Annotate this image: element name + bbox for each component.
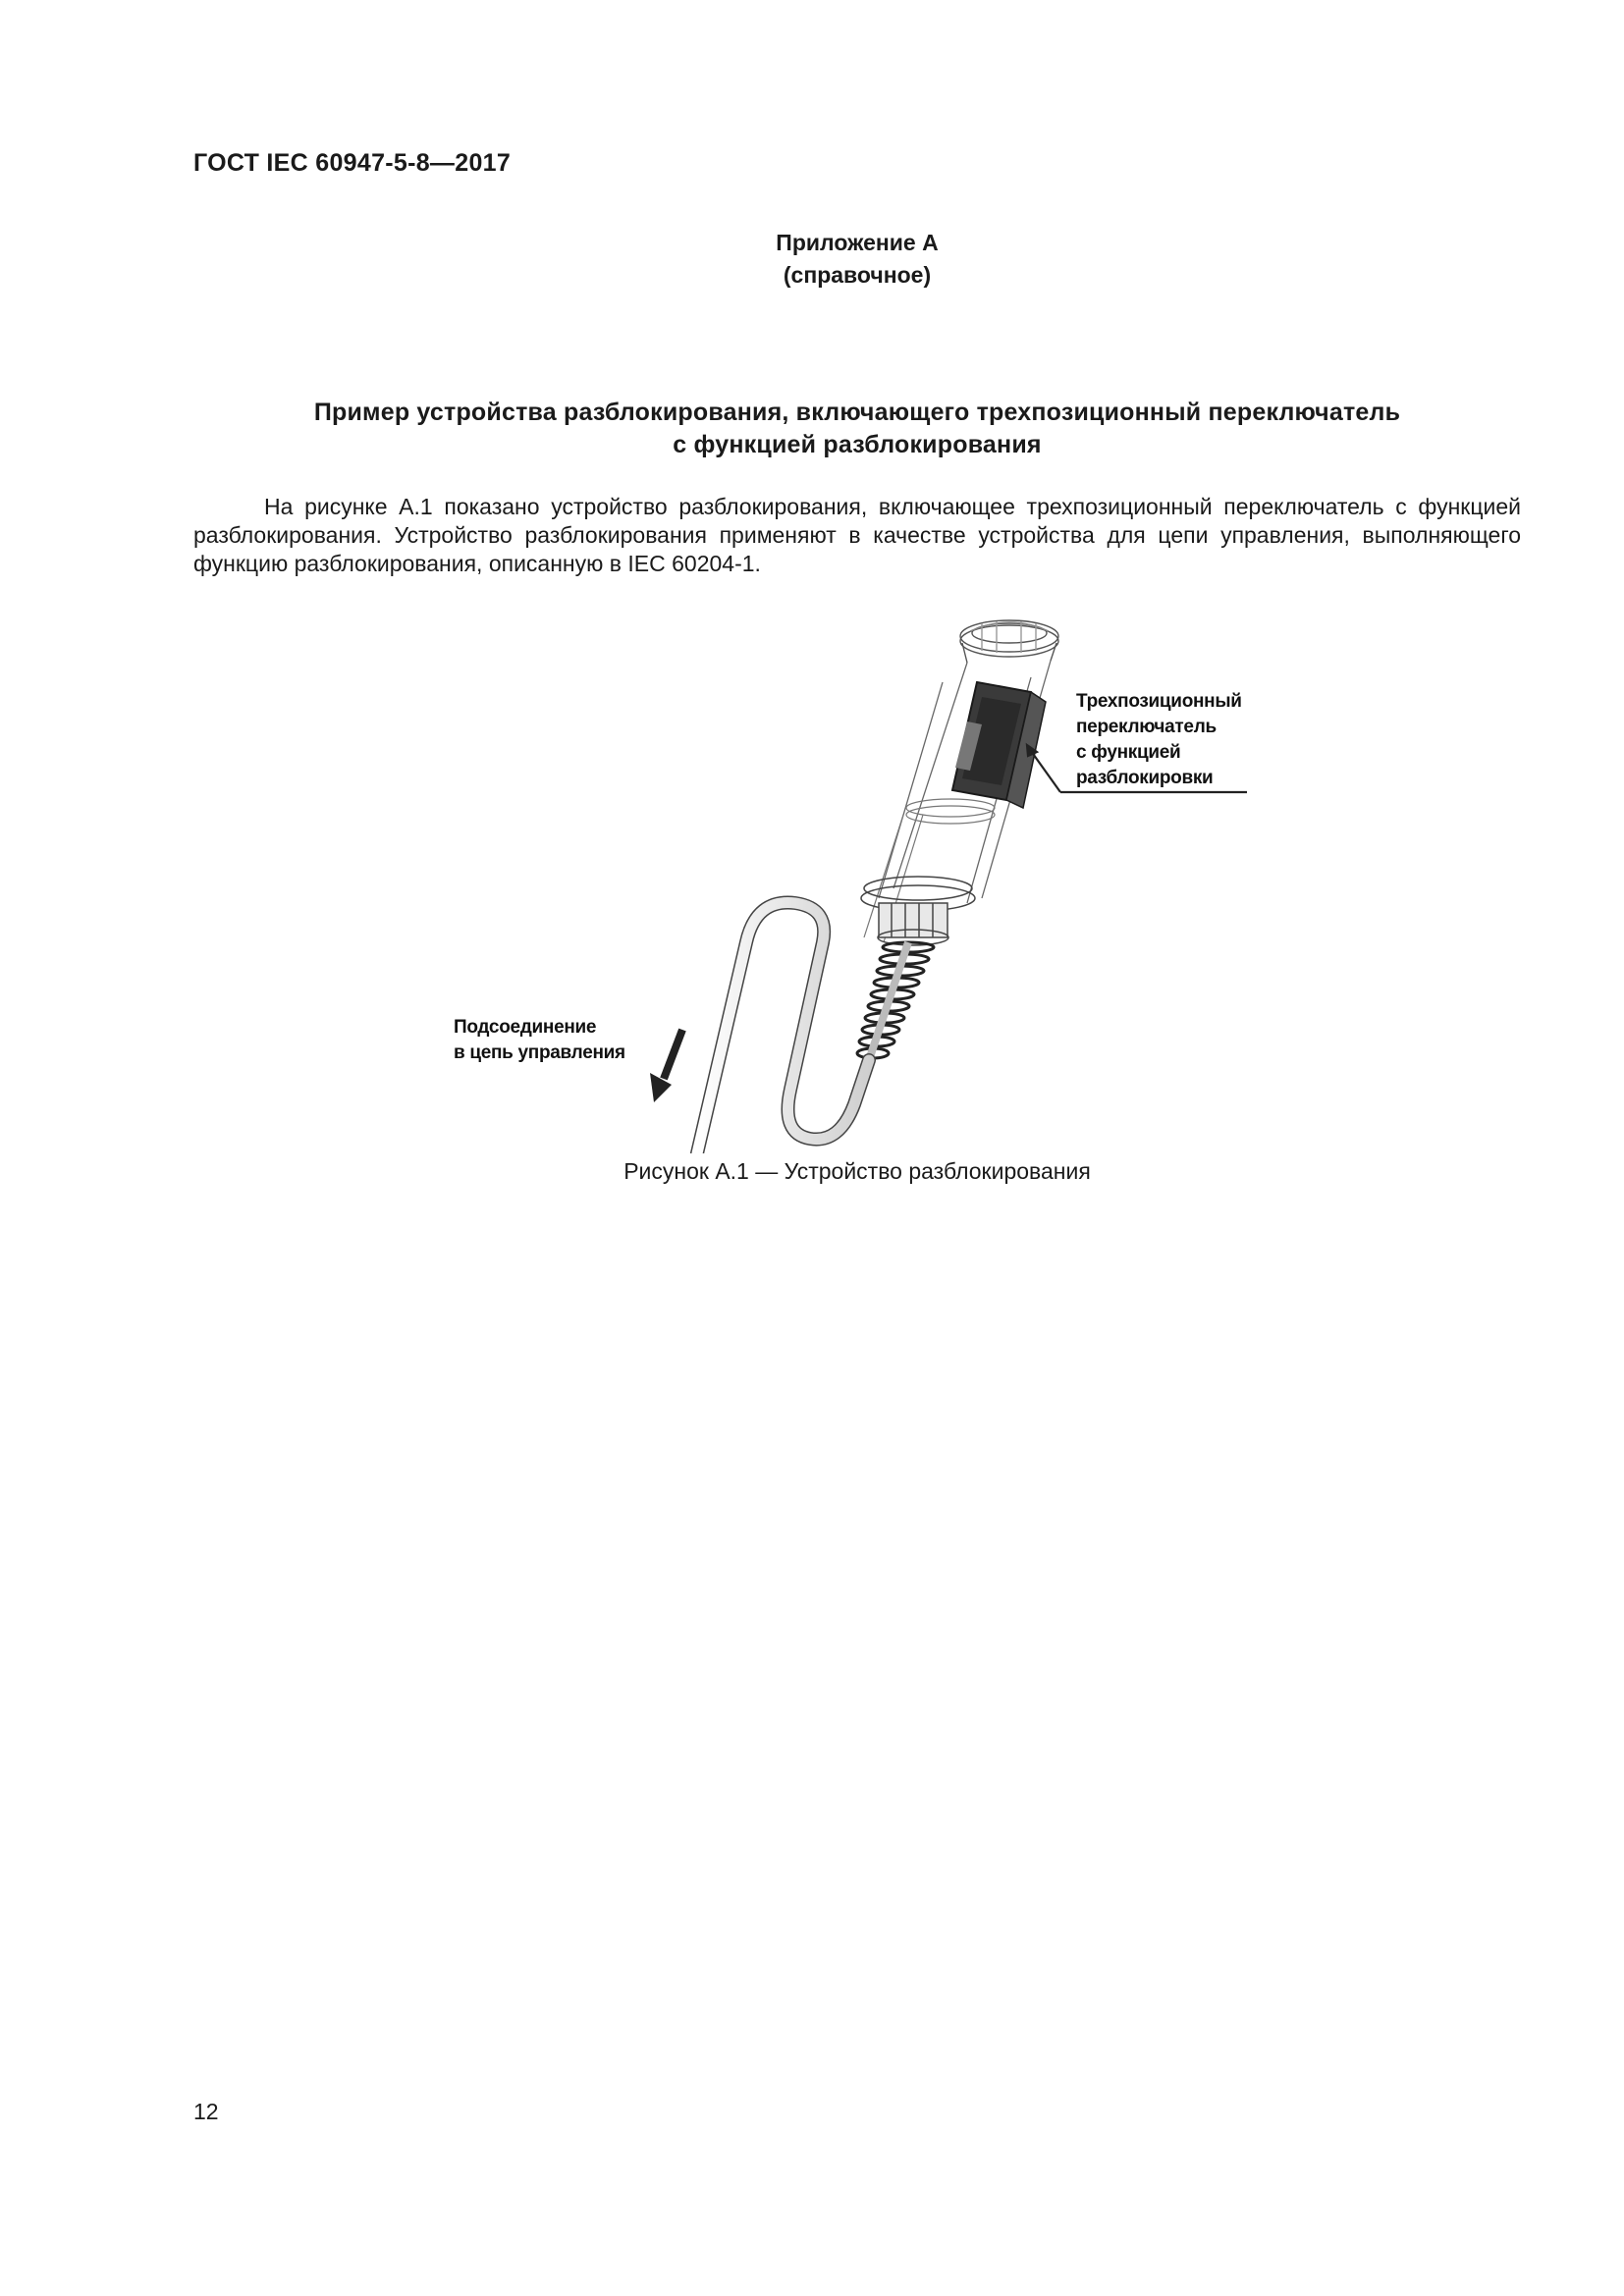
figure-illustration: [432, 604, 1286, 1153]
section-title: [193, 397, 1521, 461]
section-title-line-1: Пример устройства разблокирования, включающего трехпозиционный переключатель: [313, 399, 1401, 426]
connection-arrow: [650, 1030, 682, 1102]
annex-heading: [0, 227, 1624, 292]
figure-label-connection: [454, 1015, 625, 1066]
figure-caption: [0, 1158, 1624, 1185]
figure-caption-text: Рисунок А.1 — Устройство разблокирования: [623, 1158, 1091, 1184]
switch-block: [952, 682, 1046, 808]
label-switch-line-3: с функцией: [1076, 742, 1181, 763]
enabling-device-drawing-icon: [432, 604, 1286, 1153]
standard-header: ГОСТ IEC 60947-5-8—2017: [193, 149, 512, 177]
label-connection-line-1: Подсоединение: [454, 1017, 597, 1038]
label-switch-line-2: переключатель: [1076, 717, 1217, 737]
annex-title: Приложение А: [776, 230, 939, 255]
label-switch-line-1: Трехпозиционный: [1076, 691, 1242, 712]
body-paragraph: На рисунке А.1 показано устройство разблокирования, включающее трехпозиционный переключатель с функцией разблокирования. Устройство разблокирования применяют в качестве устройства для цепи управления, выполняющего функцию разблокирования, описанную в IEC 60204-1.: [193, 494, 1521, 576]
label-connection-line-2: в цепь управления: [454, 1042, 625, 1063]
annex-kind: (справочное): [783, 262, 932, 288]
figure-label-switch: [1076, 689, 1242, 791]
section-title-line-2: с функцией разблокирования: [673, 431, 1042, 458]
collar-nut: [861, 877, 975, 945]
label-switch-line-4: разблокировки: [1076, 768, 1214, 788]
handle-ring: [960, 620, 1058, 663]
spring-coils: [857, 942, 934, 1058]
page-number: 12: [193, 2099, 219, 2124]
